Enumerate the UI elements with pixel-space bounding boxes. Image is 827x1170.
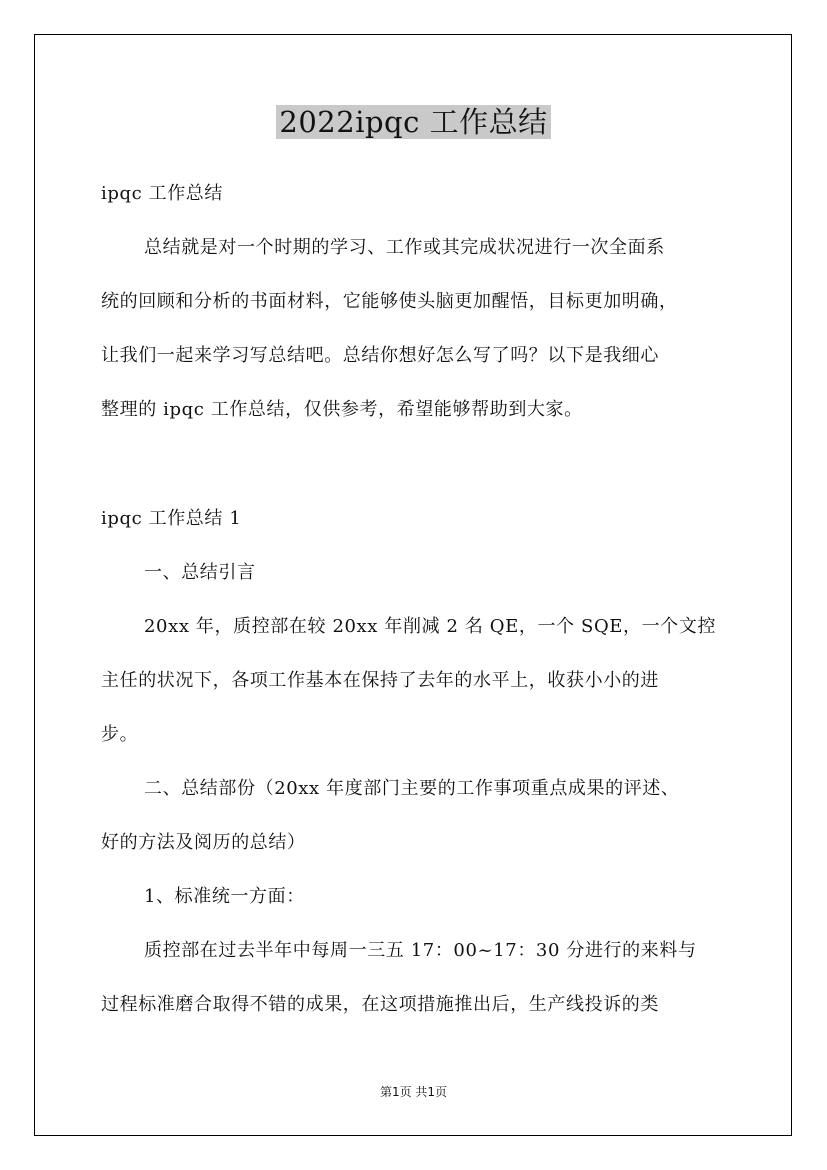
paragraph-line: 好的方法及阅历的总结） [101, 832, 306, 853]
section-heading: ipqc 工作总结 [101, 183, 224, 204]
paragraph-line: 20xx 年，质控部在较 20xx 年削减 2 名 QE，一个 SQE，一个文控 [144, 616, 717, 637]
paragraph-line: 总结就是对一个时期的学习、工作或其完成状况进行一次全面系 [144, 237, 665, 258]
section-heading: ipqc 工作总结 1 [101, 508, 242, 529]
subsection-heading: 二、总结部份（20xx 年度部门主要的工作事项重点成果的评述、 [144, 778, 680, 799]
paragraph-line: 质控部在过去半年中每周一三五 17：00~17：30 分进行的来料与 [144, 940, 697, 961]
page-footer: 第1页 共1页 [379, 1085, 448, 1099]
paragraph-line: 过程标准磨合取得不错的成果，在这项措施推出后，生产线投诉的类 [101, 994, 659, 1015]
paragraph-line: 统的回顾和分析的书面材料，它能够使头脑更加醒悟，目标更加明确， [101, 291, 678, 312]
list-heading: 1、标准统一方面： [144, 886, 305, 907]
document-title [0, 101, 827, 143]
paragraph-line: 整理的 ipqc 工作总结，仅供参考，希望能够帮助到大家。 [101, 399, 583, 420]
document-title-text: 2022ipqc 工作总结 [276, 105, 550, 139]
paragraph-line: 步。 [101, 724, 139, 745]
subsection-heading: 一、总结引言 [144, 562, 256, 583]
paragraph-line: 让我们一起来学习写总结吧。总结你想好怎么写了吗？以下是我细心 [101, 345, 659, 366]
paragraph-line: 主任的状况下，各项工作基本在保持了去年的水平上，收获小小的进 [101, 670, 659, 691]
